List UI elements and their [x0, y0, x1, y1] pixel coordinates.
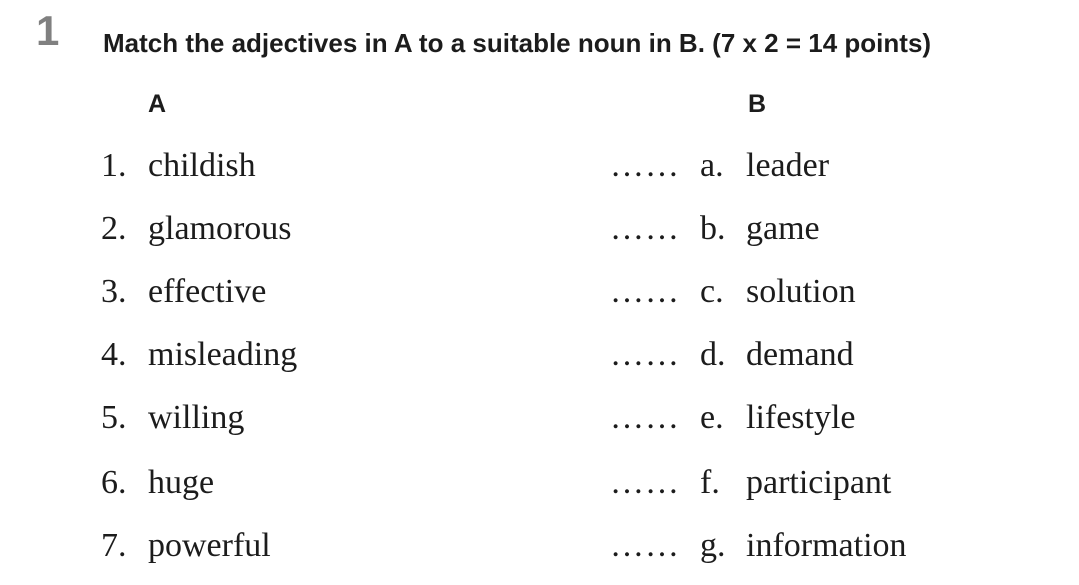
adjective: willing [148, 399, 245, 436]
answer-blank[interactable]: …… [610, 147, 680, 184]
adjective: misleading [148, 336, 298, 373]
adjective: glamorous [148, 210, 292, 247]
match-row [0, 335, 1079, 375]
column-a-header: A [148, 90, 167, 118]
noun: lifestyle [746, 399, 856, 436]
noun: leader [746, 147, 830, 184]
answer-blank[interactable]: …… [610, 464, 680, 501]
item-number: 1. [101, 147, 127, 184]
noun-letter: g. [700, 527, 726, 564]
column-b-header: B [748, 90, 767, 118]
noun: demand [746, 336, 854, 373]
exercise-instruction: Match the adjectives in A to a suitable noun in B. (7 x 2 = 14 points) [103, 28, 932, 58]
answer-blank[interactable]: …… [610, 399, 680, 436]
noun-letter: a. [700, 147, 724, 184]
match-row [0, 146, 1079, 186]
item-number: 6. [101, 464, 127, 501]
noun-letter: d. [700, 336, 726, 373]
exercise-number: 1 [36, 7, 60, 54]
noun-letter: f. [700, 464, 720, 501]
answer-blank[interactable]: …… [610, 210, 680, 247]
adjective: effective [148, 273, 267, 310]
noun: information [746, 527, 907, 564]
noun-letter: b. [700, 210, 726, 247]
match-row [0, 398, 1079, 438]
answer-blank[interactable]: …… [610, 527, 680, 564]
match-row [0, 526, 1079, 566]
match-row [0, 272, 1079, 312]
item-number: 4. [101, 336, 127, 373]
adjective: powerful [148, 527, 271, 564]
item-number: 5. [101, 399, 127, 436]
item-number: 3. [101, 273, 127, 310]
answer-blank[interactable]: …… [610, 273, 680, 310]
adjective: huge [148, 464, 215, 501]
match-row [0, 463, 1079, 503]
match-row [0, 209, 1079, 249]
answer-blank[interactable]: …… [610, 336, 680, 373]
adjective: childish [148, 147, 256, 184]
noun: game [746, 210, 820, 247]
item-number: 2. [101, 210, 127, 247]
item-number: 7. [101, 527, 127, 564]
noun-letter: e. [700, 399, 724, 436]
noun: solution [746, 273, 856, 310]
noun: participant [746, 464, 892, 501]
noun-letter: c. [700, 273, 724, 310]
